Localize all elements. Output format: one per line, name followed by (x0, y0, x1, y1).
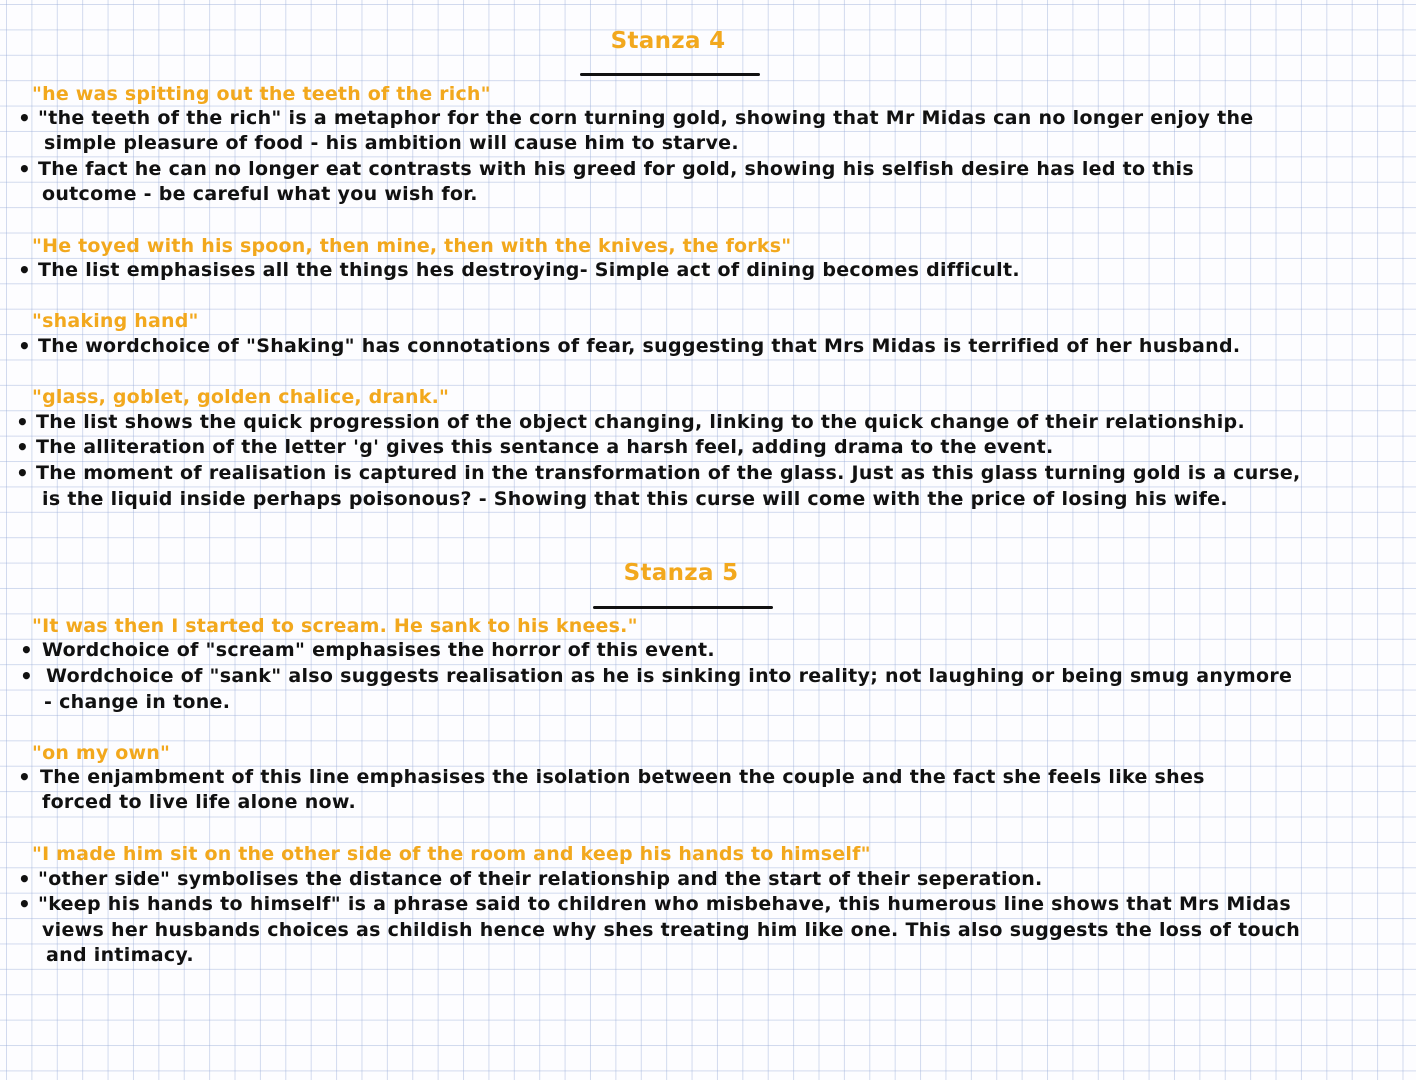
bullet-dot: • (18, 258, 31, 282)
analysis-line: simple pleasure of food - his ambition will cause him to starve. (44, 132, 739, 154)
quote-teeth-of-the-rich: "he was spitting out the teeth of the rich" (32, 83, 491, 105)
analysis-line: - change in tone. (44, 691, 231, 713)
bullet-dot: • (18, 892, 31, 916)
bullet-dot: • (18, 867, 31, 891)
analysis-line: and intimacy. (46, 944, 194, 966)
analysis-line: The enjambment of this line emphasises the isolation between the couple and the fact she feels like shes (40, 766, 1205, 788)
quote-started-to-scream: "It was then I started to scream. He sank to his knees." (32, 615, 638, 637)
quote-on-my-own: "on my own" (32, 742, 171, 764)
analysis-line: "keep his hands to himself" is a phrase said to children who misbehave, this humerous line shows that Mrs Midas (38, 893, 1292, 915)
analysis-line: The list emphasises all the things hes destroying- Simple act of dining becomes difficult. (38, 259, 1020, 281)
analysis-line: The list shows the quick progression of the object changing, linking to the quick change of their relationship. (36, 411, 1245, 433)
analysis-line: is the liquid inside perhaps poisonous? - Showing that this curse will come with the price of losing his wife. (42, 488, 1228, 510)
analysis-line: views her husbands choices as childish hence why shes treating him like one. This also suggests the loss of touch (42, 919, 1301, 941)
quote-shaking-hand: "shaking hand" (32, 310, 199, 332)
analysis-line: "other side" symbolises the distance of their relationship and the start of their seperation. (38, 868, 1043, 890)
quote-glass-goblet: "glass, goblet, golden chalice, drank." (32, 386, 450, 408)
analysis-line: The alliteration of the letter 'g' gives this sentance a harsh feel, adding drama to the event. (36, 436, 1054, 458)
bullet-dot: • (20, 638, 33, 662)
analysis-line: outcome - be careful what you wish for. (42, 183, 478, 205)
stanza-5-underline (593, 606, 773, 609)
analysis-line: The fact he can no longer eat contrasts with his greed for gold, showing his selfish desire has led to this (38, 158, 1194, 180)
stanza-4-heading: Stanza 4 (610, 28, 726, 54)
quote-other-side-of-room: "I made him sit on the other side of the room and keep his hands to himself" (32, 843, 871, 865)
bullet-dot: • (18, 765, 31, 789)
analysis-line: The wordchoice of "Shaking" has connotations of fear, suggesting that Mrs Midas is terrified of her husband. (38, 335, 1241, 357)
bullet-dot: • (16, 461, 29, 485)
bullet-dot: • (16, 435, 29, 459)
bullet-dot: • (16, 410, 29, 434)
bullet-dot: • (20, 664, 33, 688)
bullet-dot: • (18, 334, 31, 358)
quote-toyed-with-spoon: "He toyed with his spoon, then mine, then with the knives, the forks" (32, 235, 792, 257)
analysis-line: Wordchoice of "sank" also suggests realisation as he is sinking into reality; not laughing or being smug anymore (46, 665, 1293, 687)
analysis-line: forced to live life alone now. (42, 791, 357, 813)
analysis-line: Wordchoice of "scream" emphasises the horror of this event. (42, 639, 715, 661)
stanza-5-heading: Stanza 5 (623, 560, 739, 586)
analysis-line: "the teeth of the rich" is a metaphor for the corn turning gold, showing that Mr Midas can no longer enjoy the (38, 107, 1254, 129)
bullet-dot: • (18, 106, 31, 130)
stanza-4-underline (580, 73, 760, 76)
bullet-dot: • (18, 157, 31, 181)
analysis-line: The moment of realisation is captured in the transformation of the glass. Just as this glass turning gold is a curse, (36, 462, 1301, 484)
